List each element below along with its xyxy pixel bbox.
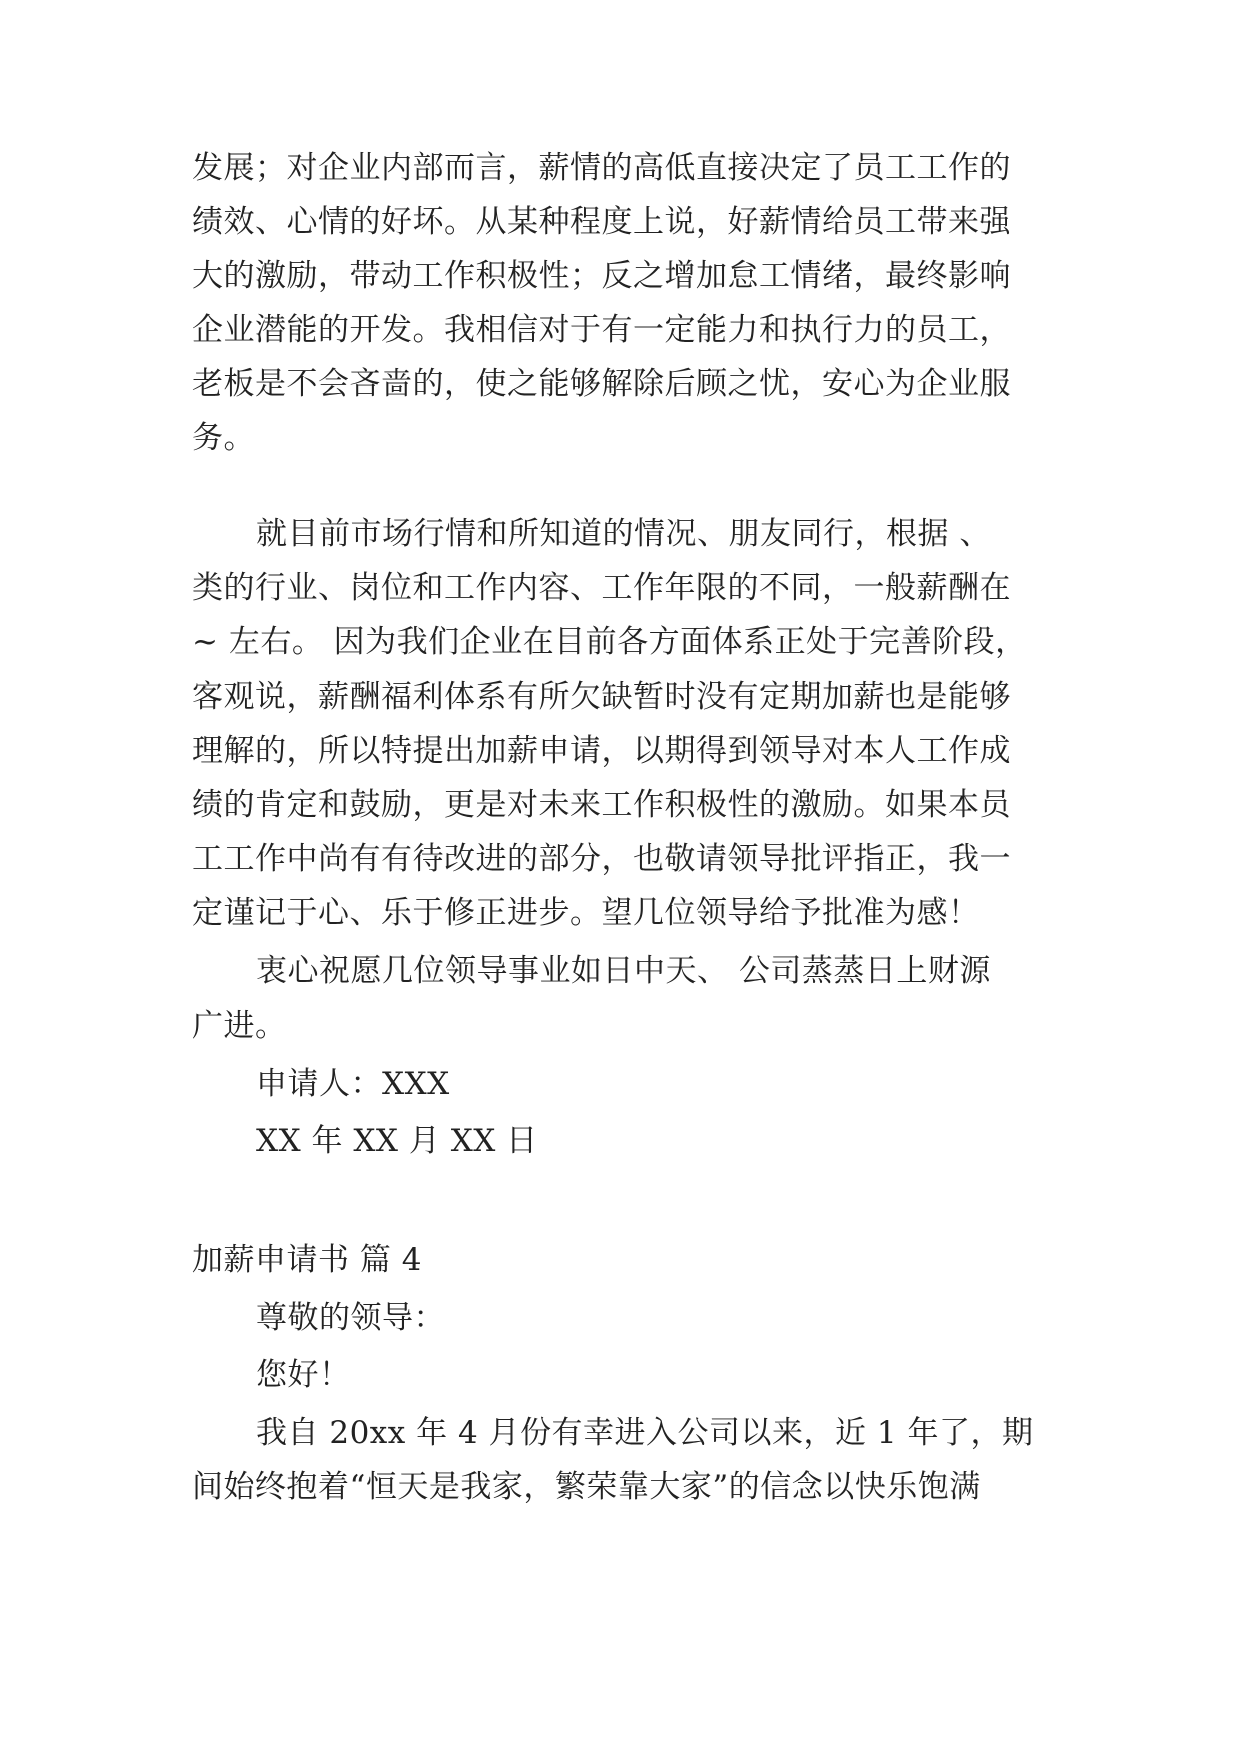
paragraph-1-line-2: 绩效、心情的好坏。从某种程度上说，好薪情给员工带来强 bbox=[192, 204, 1011, 240]
paragraph-2-line-7: 工工作中尚有有待改进的部分，也敬请领导批评指正，我一 bbox=[192, 841, 1011, 877]
paragraph-3-line-1: 衷心祝愿几位领导事业如日中天、 公司蒸蒸日上财源 bbox=[256, 953, 991, 989]
paragraph-4-line-1: 我自 20xx 年 4 月份有幸进入公司以来，近 1 年了，期 bbox=[256, 1415, 1034, 1451]
paragraph-1-line-6: 务。 bbox=[192, 420, 255, 456]
section-title: 加薪申请书 篇 4 bbox=[192, 1242, 422, 1278]
applicant-signature: 申请人：XXX bbox=[256, 1066, 450, 1102]
paragraph-2-line-4: 客观说，薪酬福利体系有所欠缺暂时没有定期加薪也是能够 bbox=[192, 679, 1011, 715]
paragraph-4-line-2: 间始终抱着“恒天是我家，繁荣靠大家”的信念以快乐饱满 bbox=[192, 1469, 981, 1505]
paragraph-2-line-3: ~ 左右。 因为我们企业在目前各方面体系正处于完善阶段， bbox=[192, 624, 1027, 660]
paragraph-2-line-6: 绩的肯定和鼓励，更是对未来工作积极性的激励。如果本员 bbox=[192, 787, 1011, 823]
paragraph-2-line-5: 理解的，所以特提出加薪申请，以期得到领导对本人工作成 bbox=[192, 733, 1011, 769]
paragraph-1-line-5: 老板是不会吝啬的，使之能够解除后顾之忧，安心为企业服 bbox=[192, 366, 1011, 402]
salutation: 尊敬的领导： bbox=[256, 1300, 445, 1336]
paragraph-1-line-4: 企业潜能的开发。我相信对于有一定能力和执行力的员工， bbox=[192, 312, 1011, 348]
greeting: 您好！ bbox=[256, 1357, 351, 1393]
paragraph-3-line-2: 广进。 bbox=[192, 1008, 287, 1044]
application-date: XX 年 XX 月 XX 日 bbox=[256, 1123, 538, 1159]
paragraph-2-line-2: 类的行业、岗位和工作内容、工作年限的不同，一般薪酬在 bbox=[192, 570, 1011, 606]
paragraph-1-line-3: 大的激励，带动工作积极性；反之增加怠工情绪，最终影响 bbox=[192, 258, 1011, 294]
paragraph-2-line-8: 定谨记于心、乐于修正进步。望几位领导给予批准为感！ bbox=[192, 895, 980, 931]
paragraph-2-line-1: 就目前市场行情和所知道的情况、朋友同行，根据 、 bbox=[256, 516, 991, 552]
paragraph-1-line-1: 发展；对企业内部而言，薪情的高低直接决定了员工工作的 bbox=[192, 150, 1011, 186]
